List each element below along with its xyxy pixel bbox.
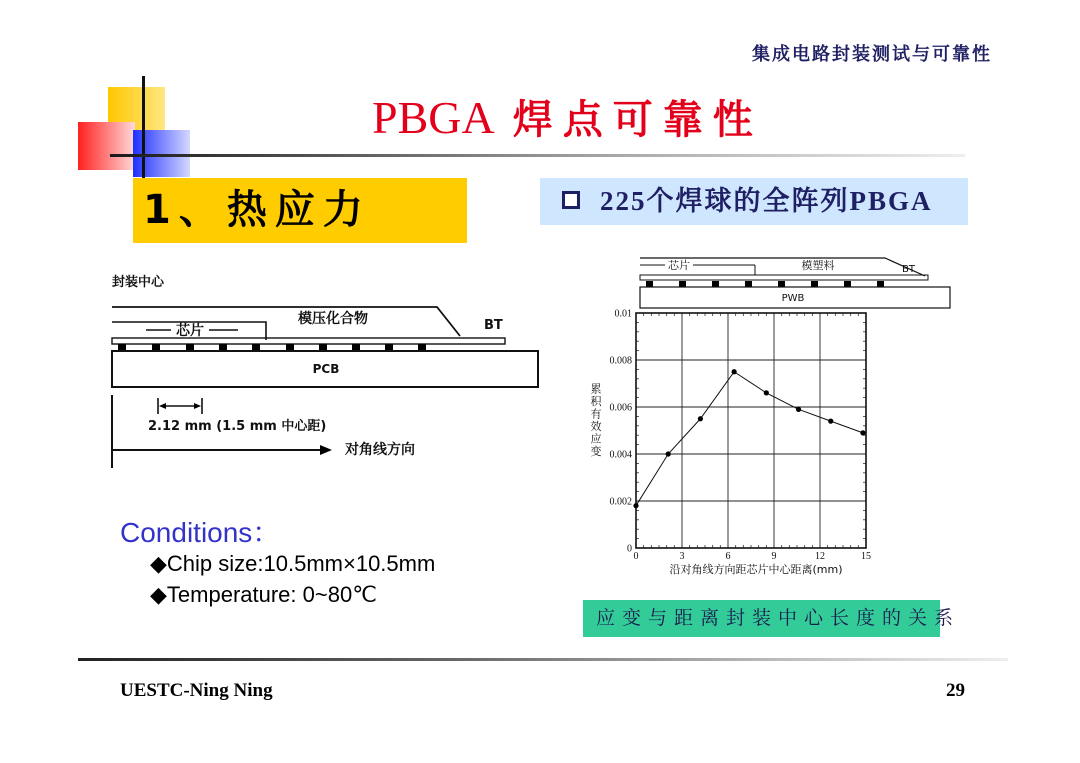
y-tick-label: 0.002 bbox=[609, 496, 632, 508]
package-center-label: 封装中心 bbox=[112, 275, 165, 290]
solder-ball bbox=[118, 344, 126, 351]
solder-ball bbox=[252, 344, 260, 351]
footer-divider bbox=[78, 658, 1008, 661]
section-heading-box bbox=[133, 178, 467, 243]
strain-series-line bbox=[636, 372, 863, 506]
pcb-label: PCB bbox=[312, 362, 340, 376]
solder-ball bbox=[219, 344, 227, 351]
diagonal-arrowhead bbox=[320, 445, 332, 455]
x-tick-label: 3 bbox=[679, 551, 685, 562]
schematic-mold-label: 模塑料 bbox=[801, 259, 835, 272]
bt-substrate bbox=[112, 338, 505, 344]
conditions-heading: Conditions： bbox=[120, 517, 281, 548]
diagonal-direction-label: 对角线方向 bbox=[345, 442, 415, 458]
data-point bbox=[732, 369, 737, 374]
solder-ball bbox=[385, 344, 393, 351]
section-heading: 1、热应力 bbox=[143, 187, 371, 233]
schematic-solder-ball bbox=[712, 281, 719, 287]
strain-distance-chart bbox=[575, 245, 965, 585]
schematic-solder-ball bbox=[811, 281, 818, 287]
pitch-label: 2.12 mm (1.5 mm 中心距) bbox=[148, 419, 327, 434]
schematic-solder-ball bbox=[778, 281, 785, 287]
y-tick-label: 0.01 bbox=[614, 308, 632, 320]
data-point bbox=[796, 407, 801, 412]
solder-ball bbox=[286, 344, 294, 351]
data-point bbox=[860, 430, 865, 435]
decor-vertical-line bbox=[142, 76, 145, 190]
solder-ball bbox=[418, 344, 426, 351]
schematic-bt-label: BT bbox=[902, 264, 915, 275]
chart-x-axis-label: 沿对角线方向距芯片中心距离(mm) bbox=[669, 563, 843, 576]
solder-ball bbox=[352, 344, 360, 351]
slide-title-cjk: 焊点可靠性 bbox=[512, 97, 763, 143]
pitch-arrowhead bbox=[194, 403, 201, 409]
schematic-pwb-label: PWB bbox=[781, 293, 805, 304]
x-tick-label: 12 bbox=[815, 551, 825, 562]
data-point bbox=[828, 419, 833, 424]
condition-chip-size: ◆Chip size:10.5mm×10.5mm bbox=[150, 551, 436, 576]
schematic-chip-label: 芯片 bbox=[668, 259, 690, 272]
bt-substrate-label: BT bbox=[484, 318, 503, 333]
package-cross-section-diagram bbox=[100, 265, 550, 475]
page-number: 29 bbox=[946, 680, 965, 701]
x-tick-label: 9 bbox=[771, 551, 777, 562]
chart-y-axis-label: 累积有效应变 bbox=[589, 383, 602, 458]
schematic-solder-ball bbox=[745, 281, 752, 287]
data-point bbox=[633, 503, 638, 508]
condition-temperature: ◆Temperature: 0~80℃ bbox=[150, 582, 377, 607]
y-tick-label: 0.008 bbox=[609, 355, 632, 367]
course-title: 集成电路封装测试与可靠性 bbox=[752, 44, 992, 65]
plot-frame bbox=[636, 313, 866, 548]
slide-title-latin: PBGA bbox=[372, 92, 495, 143]
chart-caption-box bbox=[583, 600, 961, 637]
x-tick-label: 6 bbox=[725, 551, 731, 562]
y-tick-label: 0.004 bbox=[609, 449, 632, 461]
chart-caption: 应变与距离封装中心长度的关系 bbox=[596, 607, 961, 629]
x-tick-label: 15 bbox=[861, 551, 871, 562]
slide-title bbox=[372, 88, 763, 148]
y-tick-label: 0 bbox=[627, 543, 632, 555]
solder-ball-row bbox=[118, 344, 426, 351]
square-bullet-icon bbox=[562, 191, 580, 209]
package-schematic bbox=[640, 258, 950, 308]
schematic-solder-ball bbox=[877, 281, 884, 287]
decor-red-square bbox=[78, 122, 135, 170]
data-point bbox=[698, 416, 703, 421]
mold-compound-label: 模压化合物 bbox=[298, 311, 368, 327]
footer-author: UESTC-Ning Ning bbox=[120, 680, 273, 701]
solder-ball bbox=[319, 344, 327, 351]
schematic-solder-ball bbox=[679, 281, 686, 287]
data-point bbox=[764, 390, 769, 395]
subtitle-box bbox=[540, 178, 968, 225]
x-tick-label: 0 bbox=[633, 551, 639, 562]
schematic-solder-ball bbox=[844, 281, 851, 287]
title-divider bbox=[110, 154, 965, 157]
y-tick-label: 0.006 bbox=[609, 402, 632, 414]
schematic-bt-substrate bbox=[640, 275, 928, 280]
schematic-solder-ball bbox=[646, 281, 653, 287]
data-point bbox=[666, 451, 671, 456]
subtitle-text: 225个焊球的全阵列PBGA bbox=[600, 186, 933, 216]
pitch-arrowhead bbox=[159, 403, 166, 409]
chip-label: 芯片 bbox=[176, 323, 204, 339]
solder-ball bbox=[152, 344, 160, 351]
chart-plot-area bbox=[610, 309, 872, 563]
solder-ball bbox=[186, 344, 194, 351]
